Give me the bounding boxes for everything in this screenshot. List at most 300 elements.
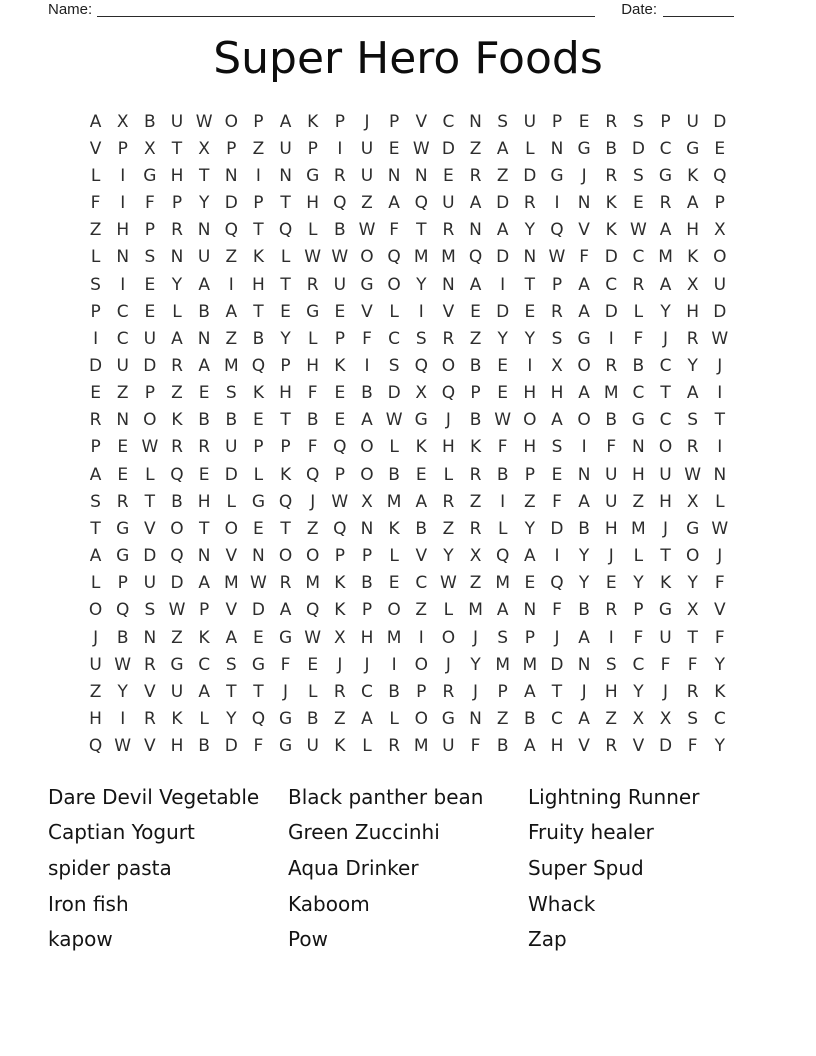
grid-cell: G [306, 165, 320, 186]
grid-cell: F [307, 383, 318, 404]
grid-cell: C [198, 654, 211, 675]
grid-cell: I [554, 546, 560, 567]
grid-cell: I [608, 328, 614, 349]
grid-cell: O [441, 627, 456, 648]
grid-cell: G [116, 546, 130, 567]
grid-cell: Q [550, 573, 564, 594]
grid-cell: P [144, 383, 155, 404]
grid-cell: N [523, 600, 537, 621]
grid-cell: Q [333, 193, 347, 214]
grid-cell: G [170, 654, 184, 675]
grid-cell: I [500, 274, 506, 295]
grid-cell: Z [89, 220, 102, 241]
grid-cell: N [577, 193, 591, 214]
grid-cell: H [116, 220, 130, 241]
grid-cell: E [198, 464, 210, 485]
grid-cell: T [280, 518, 291, 539]
grid-cell: W [250, 573, 267, 594]
grid-cell: W [195, 111, 213, 132]
grid-cell: Y [497, 328, 508, 349]
grid-cell: N [442, 274, 455, 295]
grid-cell: B [632, 355, 645, 376]
grid-cell: Z [252, 138, 265, 159]
grid-cell: A [198, 573, 210, 594]
grid-cell: Z [605, 709, 618, 730]
grid-cell: M [223, 573, 239, 594]
grid-cell: V [578, 220, 590, 241]
grid-cell: L [525, 138, 535, 159]
grid-cell: B [469, 410, 482, 431]
grid-cell: B [198, 410, 210, 431]
word-list-item: Super Spud [528, 855, 644, 880]
grid-cell: C [388, 328, 401, 349]
grid-cell: A [89, 546, 102, 567]
grid-cell: E [280, 301, 291, 322]
grid-cell: W [358, 220, 376, 241]
grid-cell: W [548, 247, 566, 268]
grid-cell: A [279, 600, 292, 621]
grid-cell: A [496, 138, 509, 159]
grid-cell: B [388, 681, 400, 702]
grid-cell: W [114, 654, 132, 675]
grid-cell: C [605, 274, 618, 295]
grid-cell: Y [714, 736, 725, 757]
grid-cell: Z [469, 491, 482, 512]
grid-cell: F [606, 437, 617, 458]
grid-cell: R [686, 437, 699, 458]
grid-cell: E [497, 383, 509, 404]
grid-cell: M [468, 600, 483, 621]
grid-cell: I [337, 138, 343, 159]
grid-cell: D [224, 736, 238, 757]
grid-cell: O [143, 410, 157, 431]
grid-cell: T [198, 518, 210, 539]
grid-cell: Z [171, 383, 183, 404]
grid-cell: D [387, 383, 401, 404]
grid-cell: V [578, 736, 590, 757]
grid-cell: Q [441, 383, 456, 404]
grid-cell: C [632, 654, 645, 675]
grid-cell: P [334, 328, 345, 349]
grid-cell: S [605, 654, 617, 675]
grid-cell: L [633, 546, 644, 567]
grid-cell: U [360, 138, 374, 159]
grid-cell: D [143, 546, 157, 567]
grid-cell: M [386, 627, 402, 648]
grid-cell: L [389, 546, 399, 567]
grid-cell: J [473, 627, 479, 648]
grid-cell: F [362, 328, 372, 349]
grid-cell: T [253, 681, 264, 702]
grid-cell: K [334, 355, 346, 376]
grid-cell: W [711, 328, 729, 349]
grid-cell: K [415, 437, 427, 458]
grid-cell: K [198, 627, 210, 648]
grid-cell: E [470, 301, 481, 322]
grid-cell: U [713, 274, 727, 295]
grid-cell: Y [687, 573, 698, 594]
grid-cell: U [333, 274, 347, 295]
grid-cell: H [604, 681, 618, 702]
grid-cell: E [388, 573, 400, 594]
grid-cell: P [199, 600, 210, 621]
grid-cell: Z [632, 491, 645, 512]
grid-cell: G [360, 274, 374, 295]
date-label: Date: [621, 1, 658, 18]
grid-cell: K [171, 709, 183, 730]
grid-cell: T [687, 627, 698, 648]
puzzle-title: Super Hero Foods [213, 33, 603, 84]
grid-cell: L [145, 464, 155, 485]
grid-cell: K [687, 247, 699, 268]
grid-cell: G [414, 410, 428, 431]
grid-cell: A [578, 709, 590, 730]
grid-cell: Q [278, 220, 293, 241]
grid-cell: Q [333, 518, 347, 539]
grid-cell: O [88, 600, 103, 621]
grid-cell: Z [361, 193, 373, 214]
grid-cell: J [717, 355, 723, 376]
grid-cell: R [333, 681, 346, 702]
grid-cell: O [523, 410, 537, 431]
grid-cell: R [442, 328, 455, 349]
grid-cell: S [144, 600, 156, 621]
grid-cell: H [170, 736, 184, 757]
grid-cell: W [331, 491, 349, 512]
grid-cell: I [120, 709, 126, 730]
grid-cell: U [143, 573, 157, 594]
grid-cell: Y [198, 193, 210, 214]
grid-cell: B [198, 736, 210, 757]
grid-cell: J [663, 518, 669, 539]
grid-cell: Q [88, 736, 103, 757]
grid-cell: H [686, 220, 700, 241]
grid-cell: S [551, 437, 563, 458]
grid-cell: T [198, 165, 210, 186]
grid-cell: B [252, 328, 265, 349]
word-list [48, 779, 768, 957]
grid-cell: F [144, 193, 155, 214]
grid-cell: N [577, 464, 591, 485]
grid-cell: N [632, 437, 645, 458]
grid-cell: P [226, 138, 237, 159]
grid-cell: H [659, 491, 672, 512]
grid-cell: A [578, 491, 590, 512]
grid-cell: R [442, 220, 455, 241]
grid-cell: O [441, 355, 456, 376]
grid-cell: A [415, 491, 428, 512]
grid-cell: N [197, 546, 211, 567]
grid-cell: R [605, 111, 618, 132]
grid-cell: E [198, 383, 210, 404]
grid-cell: D [550, 518, 564, 539]
grid-cell: T [660, 383, 671, 404]
grid-cell: M [495, 573, 511, 594]
grid-cell: B [306, 709, 319, 730]
grid-cell: S [632, 111, 644, 132]
grid-cell: K [605, 193, 617, 214]
grid-cell: A [469, 193, 482, 214]
grid-cell: N [143, 627, 157, 648]
grid-cell: U [143, 328, 157, 349]
grid-cell: D [523, 165, 537, 186]
grid-cell: S [225, 654, 237, 675]
grid-cell: U [686, 111, 699, 132]
grid-cell: R [605, 355, 618, 376]
grid-cell: A [578, 301, 590, 322]
grid-cell: O [387, 274, 401, 295]
grid-cell: D [496, 301, 510, 322]
grid-cell: G [278, 709, 293, 730]
grid-cell: L [389, 301, 399, 322]
grid-cell: K [334, 600, 346, 621]
grid-cell: N [170, 247, 184, 268]
grid-cell: P [361, 600, 373, 621]
grid-cell: J [310, 491, 316, 512]
grid-cell: H [523, 383, 537, 404]
grid-cell: F [660, 654, 671, 675]
grid-cell: J [608, 546, 614, 567]
grid-cell: E [117, 437, 129, 458]
grid-cell: Q [713, 165, 727, 186]
grid-cell: C [116, 301, 129, 322]
grid-cell: W [439, 573, 457, 594]
grid-cell: P [90, 437, 101, 458]
grid-cell: U [89, 654, 102, 675]
grid-cell: Y [280, 328, 291, 349]
grid-cell: I [391, 654, 397, 675]
grid-cell: O [414, 654, 428, 675]
grid-cell: J [364, 654, 370, 675]
grid-cell: P [280, 437, 291, 458]
grid-cell: P [253, 193, 264, 214]
grid-cell: D [89, 355, 103, 376]
grid-cell: V [713, 600, 726, 621]
grid-cell: P [551, 111, 563, 132]
grid-cell: A [361, 709, 373, 730]
grid-cell: E [144, 301, 156, 322]
grid-cell: Q [251, 355, 266, 376]
grid-cell: W [331, 247, 349, 268]
grid-cell: X [632, 709, 645, 730]
grid-cell: O [577, 410, 591, 431]
grid-cell: Y [524, 220, 536, 241]
word-list-item: Whack [528, 891, 596, 916]
grid-cell: X [686, 274, 699, 295]
grid-cell: D [496, 247, 510, 268]
grid-cell: B [334, 220, 346, 241]
grid-cell: T [660, 546, 671, 567]
grid-cell: N [550, 138, 564, 159]
grid-cell: L [715, 491, 725, 512]
grid-cell: C [713, 709, 726, 730]
grid-cell: A [496, 220, 509, 241]
grid-cell: X [334, 627, 346, 648]
grid-cell: C [659, 410, 672, 431]
grid-cell: D [251, 600, 265, 621]
grid-cell: L [90, 247, 101, 268]
grid-cell: G [143, 165, 157, 186]
grid-cell: G [686, 518, 700, 539]
grid-cell: T [171, 138, 183, 159]
grid-cell: O [224, 518, 238, 539]
grid-cell: O [713, 247, 727, 268]
grid-cell: M [223, 355, 239, 376]
grid-cell: P [497, 681, 508, 702]
grid-cell: R [605, 736, 618, 757]
grid-cell: Z [469, 138, 482, 159]
grid-cell: A [686, 383, 699, 404]
grid-cell: Y [416, 274, 427, 295]
grid-cell: A [524, 681, 536, 702]
grid-cell: P [171, 193, 183, 214]
grid-cell: N [360, 518, 374, 539]
grid-cell: T [280, 274, 291, 295]
grid-cell: Y [470, 654, 481, 675]
grid-cell: J [283, 681, 289, 702]
grid-cell: S [497, 627, 509, 648]
grid-cell: Q [495, 546, 510, 567]
grid-cell: I [228, 274, 234, 295]
grid-cell: Y [633, 573, 644, 594]
grid-cell: A [578, 627, 590, 648]
grid-cell: U [605, 464, 618, 485]
grid-cell: P [253, 437, 264, 458]
grid-cell: I [581, 437, 587, 458]
grid-cell: R [116, 491, 129, 512]
grid-cell: X [686, 491, 699, 512]
grid-cell: C [659, 355, 672, 376]
grid-cell: J [473, 681, 479, 702]
grid-cell: J [554, 627, 560, 648]
grid-cell: E [334, 383, 346, 404]
grid-cell: W [114, 736, 132, 757]
grid-cell: S [497, 111, 509, 132]
grid-cell: L [389, 709, 399, 730]
grid-cell: F [497, 437, 508, 458]
grid-cell: A [198, 355, 210, 376]
word-list-item: spider pasta [48, 855, 172, 880]
grid-cell: D [496, 193, 510, 214]
grid-cell: R [388, 736, 401, 757]
grid-cell: R [659, 193, 672, 214]
grid-cell: P [470, 383, 481, 404]
grid-cell: L [307, 681, 318, 702]
grid-cell: O [658, 437, 673, 458]
grid-cell: Z [89, 681, 102, 702]
grid-cell: E [253, 518, 264, 539]
grid-cell: W [629, 220, 647, 241]
name-blank-line [97, 15, 595, 17]
grid-cell: O [685, 546, 700, 567]
grid-cell: F [307, 437, 318, 458]
grid-cell: M [441, 247, 456, 268]
grid-cell: T [144, 491, 156, 512]
grid-cell: M [305, 573, 321, 594]
grid-cell: R [632, 274, 645, 295]
word-list-item: Black panther bean [288, 784, 484, 809]
grid-cell: R [442, 491, 455, 512]
grid-cell: V [361, 301, 373, 322]
grid-cell: Z [225, 247, 238, 268]
grid-cell: W [711, 518, 729, 539]
grid-cell: I [364, 355, 370, 376]
grid-cell: Y [524, 518, 536, 539]
grid-cell: B [578, 600, 590, 621]
grid-cell: Y [714, 654, 725, 675]
grid-cell: C [116, 328, 129, 349]
word-list-item: Fruity healer [528, 820, 654, 845]
grid-cell: M [603, 383, 619, 404]
grid-cell: H [604, 518, 618, 539]
grid-cell: R [306, 274, 319, 295]
grid-cell: V [442, 301, 455, 322]
grid-cell: Z [415, 600, 428, 621]
grid-cell: J [445, 410, 451, 431]
grid-cell: R [469, 518, 482, 539]
grid-cell: D [658, 736, 673, 757]
grid-cell: D [631, 138, 645, 159]
grid-cell: F [552, 491, 562, 512]
grid-cell: I [255, 165, 261, 186]
grid-cell: Z [496, 709, 509, 730]
grid-cell: A [469, 274, 482, 295]
grid-cell: J [717, 546, 723, 567]
grid-cell: A [279, 111, 292, 132]
grid-cell: Z [442, 518, 455, 539]
grid-cell: V [415, 546, 428, 567]
grid-cell: B [415, 518, 428, 539]
word-list-item: Lightning Runner [528, 784, 700, 809]
grid-cell: P [253, 111, 264, 132]
grid-cell: L [199, 709, 209, 730]
grid-cell: J [663, 681, 669, 702]
grid-cell: B [523, 709, 536, 730]
grid-cell: B [496, 736, 509, 757]
grid-cell: G [577, 328, 591, 349]
grid-cell: K [252, 383, 264, 404]
word-list-item: kapow [48, 927, 113, 952]
grid-cell: R [333, 165, 346, 186]
grid-cell: A [171, 328, 183, 349]
grid-cell: Q [251, 709, 266, 730]
grid-cell: B [361, 573, 373, 594]
grid-cell: E [714, 138, 726, 159]
grid-cell: X [686, 600, 699, 621]
grid-cell: P [334, 464, 345, 485]
grid-cell: G [577, 138, 591, 159]
grid-cell: V [632, 736, 645, 757]
grid-cell: X [469, 546, 482, 567]
grid-cell: B [469, 355, 482, 376]
grid-cell: P [524, 627, 535, 648]
grid-cell: P [361, 546, 373, 567]
word-list-item: Pow [288, 927, 328, 952]
grid-cell: R [442, 681, 455, 702]
grid-cell: U [116, 355, 129, 376]
grid-cell: X [713, 220, 726, 241]
grid-cell: G [550, 165, 564, 186]
grid-cell: R [686, 681, 699, 702]
grid-cell: S [388, 355, 400, 376]
grid-cell: E [633, 193, 644, 214]
grid-cell: K [605, 220, 617, 241]
grid-cell: A [659, 274, 672, 295]
grid-cell: F [280, 654, 291, 675]
grid-cell: N [197, 220, 211, 241]
grid-cell: R [171, 437, 183, 458]
grid-cell: D [143, 355, 157, 376]
